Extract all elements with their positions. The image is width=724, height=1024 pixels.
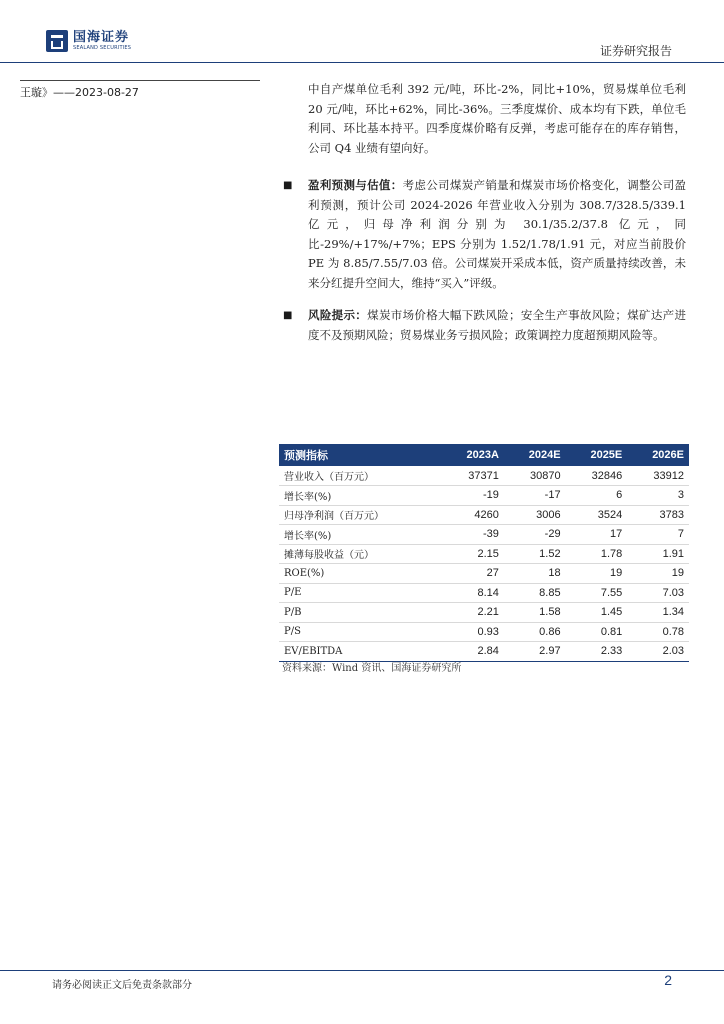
- table-row-label: ROE(%): [279, 564, 441, 584]
- company-logo: [46, 30, 131, 52]
- forecast-table: [279, 444, 689, 662]
- table-row: [279, 505, 689, 525]
- risk-label: 风险提示：: [308, 308, 368, 322]
- table-header-cell: 2023A: [441, 444, 504, 466]
- table-cell: 1.52: [504, 544, 566, 564]
- table-header-cell: 预测指标: [279, 444, 441, 466]
- table-cell: 27: [441, 564, 504, 584]
- table-row-label: 归母净利润（百万元）: [279, 505, 441, 525]
- table-cell: 2.84: [441, 642, 504, 662]
- table-cell: 19: [627, 564, 689, 584]
- table-header-cell: 2024E: [504, 444, 566, 466]
- table-row: [279, 583, 689, 603]
- risk-text: 煤炭市场价格大幅下跌风险；安全生产事故风险；煤矿达产进度不及预期风险；贸易煤业务亏损风险；政策调控力度超预期风险等。: [308, 308, 687, 342]
- table-cell: 8.14: [441, 583, 504, 603]
- table-cell: 33912: [627, 466, 689, 486]
- table-cell: 17: [566, 525, 628, 545]
- table-row: [279, 486, 689, 506]
- table-cell: 2.15: [441, 544, 504, 564]
- logo-name-en: SEALAND SECURITIES: [73, 44, 132, 51]
- table-cell: 19: [566, 564, 628, 584]
- related-report-note: 王璇》——2023-08-27: [20, 86, 139, 99]
- table-row-label: 增长率(%): [279, 486, 441, 506]
- table-header-cell: 2026E: [627, 444, 689, 466]
- table-header-cell: 2025E: [566, 444, 628, 466]
- table-cell: 2.97: [504, 642, 566, 662]
- page-number: 2: [664, 972, 672, 988]
- table-cell: 1.58: [504, 603, 566, 623]
- table-cell: 2.33: [566, 642, 628, 662]
- table-cell: 1.78: [566, 544, 628, 564]
- page-header: [0, 0, 724, 64]
- logo-name-cn: 国海证券: [73, 29, 130, 45]
- data-source-note: 资料来源：Wind 资讯、国海证券研究所: [282, 663, 462, 674]
- forecast-label: 盈利预测与估值：: [308, 178, 403, 192]
- table-cell: 3524: [566, 505, 628, 525]
- table-cell: 0.81: [566, 622, 628, 642]
- table-row-label: 增长率(%): [279, 525, 441, 545]
- table-row: [279, 525, 689, 545]
- table-row: [279, 603, 689, 623]
- table-cell: 4260: [441, 505, 504, 525]
- table-cell: 7.03: [627, 583, 689, 603]
- table-row-label: P/E: [279, 583, 441, 603]
- table-cell: 1.91: [627, 544, 689, 564]
- table-cell: -19: [441, 486, 504, 506]
- paragraph-risk: [308, 306, 686, 345]
- table-row: [279, 466, 689, 486]
- table-header-row: [279, 444, 689, 466]
- table-row-label: P/S: [279, 622, 441, 642]
- table-row-label: P/B: [279, 603, 441, 623]
- table-cell: 0.86: [504, 622, 566, 642]
- logo-icon: [46, 30, 68, 52]
- footer-disclaimer: 请务必阅读正文后免责条款部分: [52, 980, 192, 991]
- table-cell: 6: [566, 486, 628, 506]
- footer-divider: [0, 970, 724, 971]
- table-cell: 7: [627, 525, 689, 545]
- table-cell: 32846: [566, 466, 628, 486]
- table-cell: 7.55: [566, 583, 628, 603]
- report-type-title: 证券研究报告: [599, 44, 672, 58]
- table-cell: -29: [504, 525, 566, 545]
- table-cell: 3006: [504, 505, 566, 525]
- table-cell: 3: [627, 486, 689, 506]
- bullet-icon: ■: [283, 310, 293, 321]
- paragraph-coal-margin: 中自产煤单位毛利 392 元/吨，环比-2%，同比+10%，贸易煤单位毛利 20 元/吨，环比+62%，同比-36%。三季度煤价、成本均有下跌，单位毛利同、环比基本持平。四季度煤价略有反弹，考虑可能存在的库存销售，公司 Q4 业绩有望向好。: [308, 82, 686, 155]
- header-divider: [0, 62, 724, 63]
- left-column-divider: [20, 80, 260, 81]
- table-cell: 3783: [627, 505, 689, 525]
- table-cell: -17: [504, 486, 566, 506]
- table-row-label: 营业收入（百万元）: [279, 466, 441, 486]
- table-row-label: 摊薄每股收益（元）: [279, 544, 441, 564]
- table-cell: 30870: [504, 466, 566, 486]
- table-cell: -39: [441, 525, 504, 545]
- table-row: [279, 564, 689, 584]
- table-cell: 1.45: [566, 603, 628, 623]
- table-cell: 0.78: [627, 622, 689, 642]
- table-row-label: EV/EBITDA: [279, 642, 441, 662]
- table-cell: 8.85: [504, 583, 566, 603]
- table-row: [279, 622, 689, 642]
- table-cell: 1.34: [627, 603, 689, 623]
- table-cell: 2.21: [441, 603, 504, 623]
- table-cell: 37371: [441, 466, 504, 486]
- paragraph-forecast-valuation: [308, 176, 686, 294]
- table-cell: 0.93: [441, 622, 504, 642]
- table-cell: 2.03: [627, 642, 689, 662]
- bullet-icon: ■: [283, 180, 293, 191]
- table-cell: 18: [504, 564, 566, 584]
- forecast-text: 考虑公司煤炭产销量和煤炭市场价格变化，调整公司盈利预测，预计公司 2024-2026 年营业收入分别为 308.7/328.5/339.1 亿元，归母净利润分别为 30.1/35.2/37.8 亿元，同比-29%/+17%/+7%；EPS 分别为 1.52/1.78/1.91 元，对应当前股价 PE 为 8.85/7.55/7.03 倍。公司煤炭开采成本低，资产质量持续改善，未来分红提升空间大，维持“买入”评级。: [308, 178, 687, 290]
- table-row: [279, 544, 689, 564]
